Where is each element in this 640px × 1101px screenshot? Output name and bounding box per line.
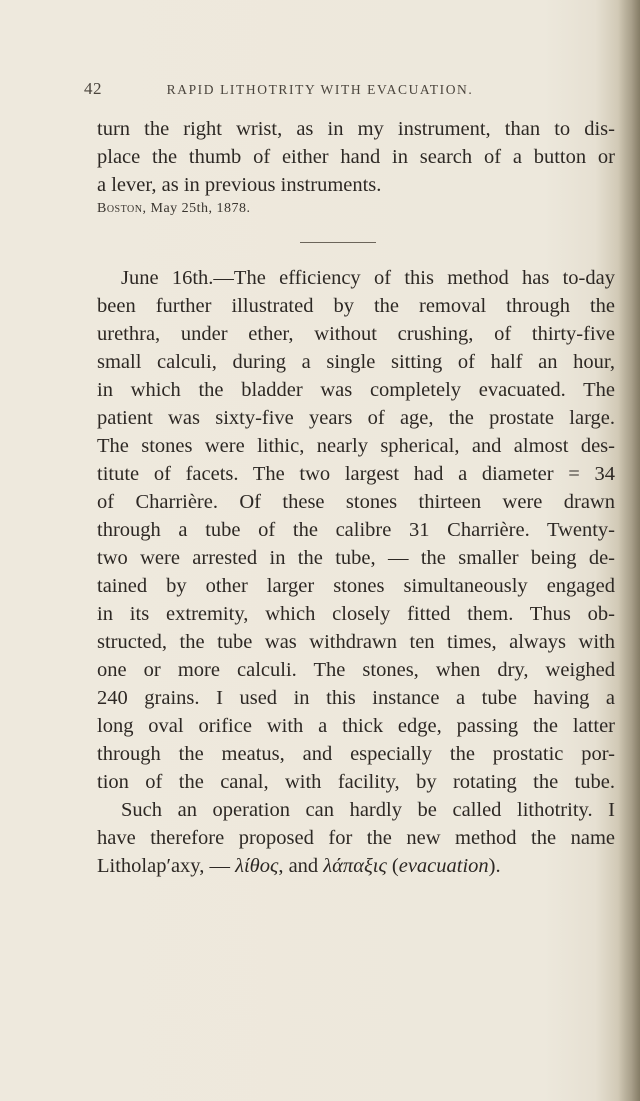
text-line: in its extremity, which closely fitted them. Thus ob- [97,603,615,625]
text-line: through the meatus, and especially the prostatic por- [97,743,615,765]
dateline-place: Boston, [97,201,147,216]
section-divider [300,242,376,243]
text-line: small calculi, during a single sitting of half an hour, [97,351,615,373]
final-line-middle: , and [278,855,324,877]
running-head: RAPID LITHOTRITY WITH EVACUATION. [166,82,474,97]
page-edge-shadow [618,0,640,1101]
paren-open: ( [386,855,399,877]
text-line: place the thumb of either hand in search of a button or [97,146,615,168]
text-line: two were arrested in the tube, — the smaller being de- [97,547,615,569]
text-line: tained by other larger stones simultaneously engaged [97,575,615,597]
text-line: long oval orifice with a thick edge, passing the latter [97,715,615,737]
dateline-date: May 25th, 1878. [150,201,251,216]
text-line: Such an operation can hardly be called lithotrity. I [121,799,615,821]
final-line-prefix: Litholap′axy, — [97,855,236,877]
page-number: 42 [84,79,102,98]
text-line: tion of the canal, with facility, by rotating the tube. [97,771,615,793]
text-line: been further illustrated by the removal through the [97,295,615,317]
text-line: of Charrière. Of these stones thirteen were drawn [97,491,615,513]
gloss-evacuation: evacuation [398,855,489,877]
final-text-line [97,852,615,880]
text-line: have therefore proposed for the new method the name [97,827,615,849]
paren-close: ). [488,855,501,877]
text-line: patient was sixty-five years of age, the prostate large. [97,407,615,429]
text-line: through a tube of the calibre 31 Charrière. Twenty- [97,519,615,541]
text-line: turn the right wrist, as in my instrument, than to dis- [97,118,615,140]
dateline [97,201,251,217]
text-line: urethra, under ether, without crushing, of thirty-five [97,323,615,345]
text-line: June 16th.—The efficiency of this method has to-day [121,267,615,289]
greek-word-lithos: λίθος [235,855,279,877]
text-line: one or more calculi. The stones, when dry, weighed [97,659,615,681]
text-line: titute of facets. The two largest had a diameter = 34 [97,463,615,485]
text-line: in which the bladder was completely evacuated. The [97,379,615,401]
text-line: The stones were lithic, nearly spherical, and almost des- [97,435,615,457]
text-line: 240 grains. I used in this instance a tube having a [97,687,615,709]
text-line: a lever, as in previous instruments. [97,174,382,196]
paragraph-june-16 [97,264,615,880]
greek-word-lapaxis: λάπαξις [323,855,387,877]
paragraph-continued [97,115,615,199]
text-line: structed, the tube was withdrawn ten times, always with [97,631,615,653]
